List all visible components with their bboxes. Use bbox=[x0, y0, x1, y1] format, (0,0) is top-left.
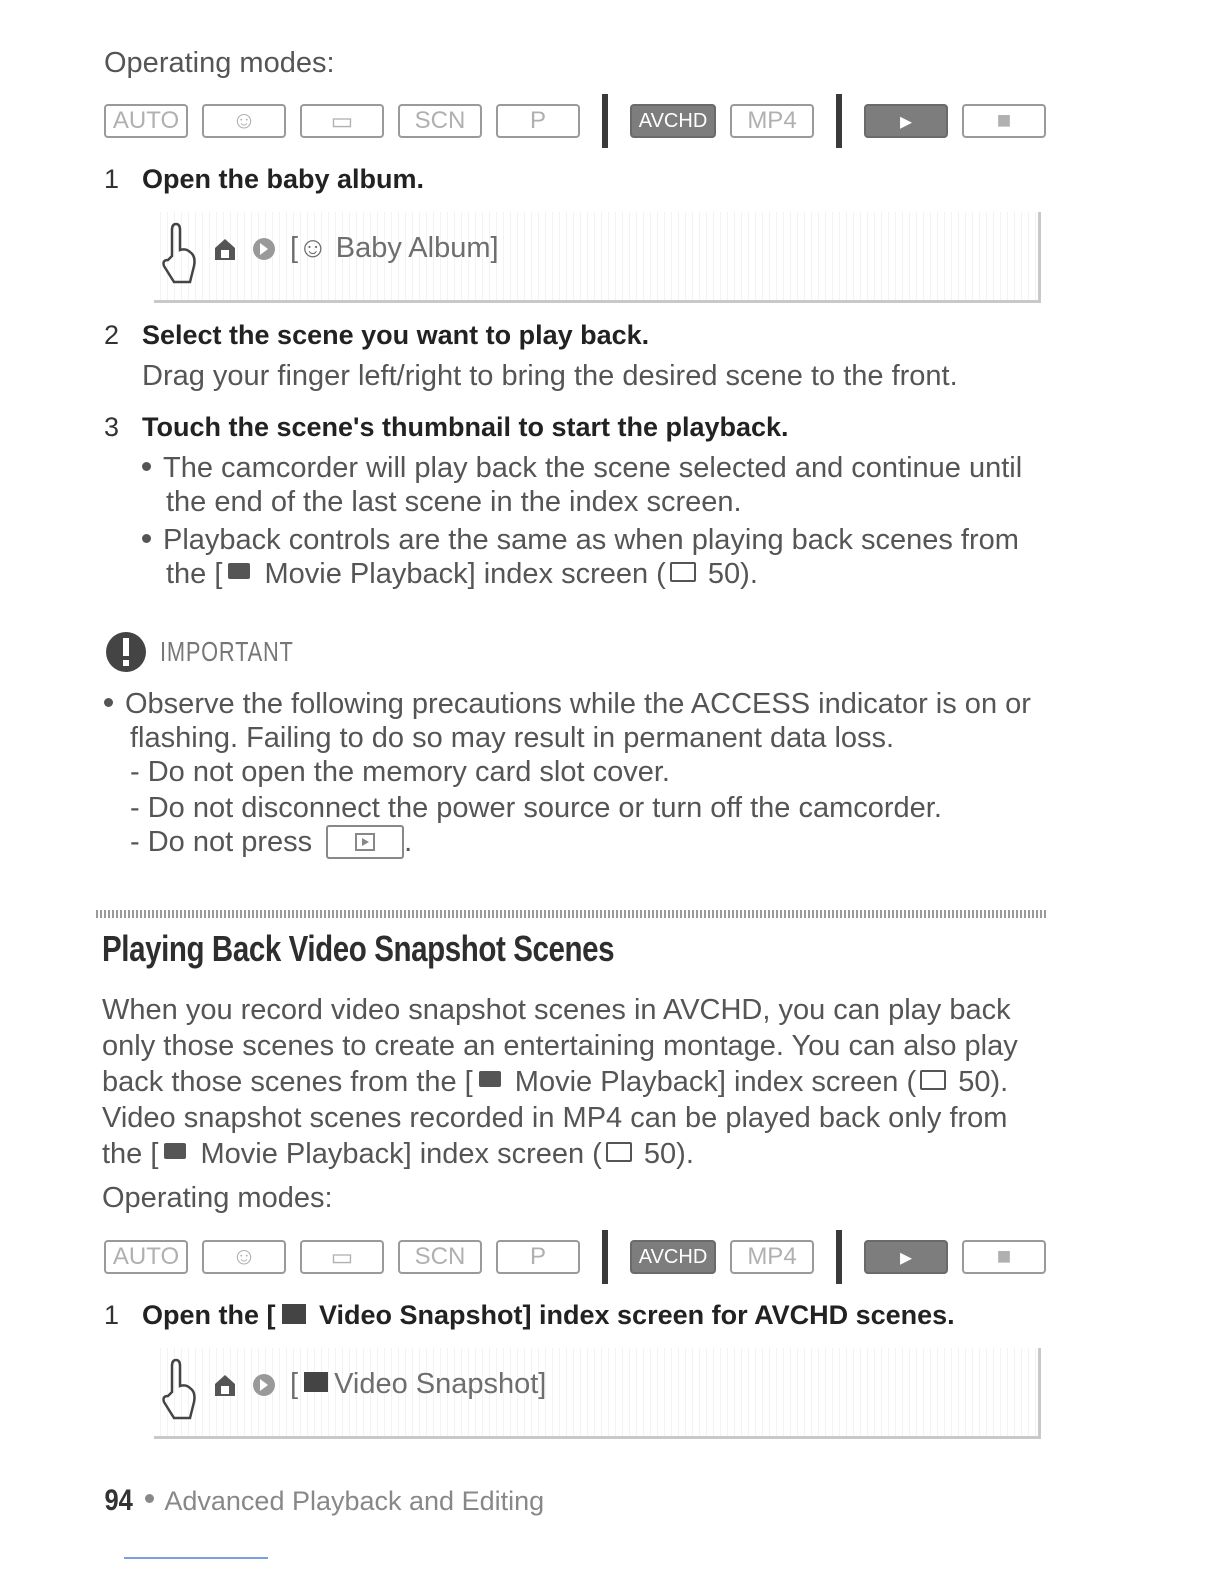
bullet-2-line-2: the [ Movie Playback] index screen ( 50). bbox=[166, 558, 758, 590]
step-1-open-baby-album: 1 Open the baby album. bbox=[104, 164, 425, 194]
bullet-dot bbox=[145, 1494, 154, 1503]
mode-avchd-icon: AVCHD bbox=[630, 1240, 716, 1274]
nav-path-box bbox=[154, 212, 1041, 303]
home-icon bbox=[212, 1372, 238, 1398]
page-ref-icon bbox=[606, 1142, 632, 1162]
section-para-line-1: When you record video snapshot scenes in AVCHD, you can play back bbox=[102, 994, 1011, 1026]
mode-cinema-icon: ▭ bbox=[300, 1240, 384, 1274]
mode-separator bbox=[602, 1230, 608, 1284]
mode-auto-icon: AUTO bbox=[104, 104, 188, 138]
mode-movie-playback-icon: ▸ bbox=[864, 1240, 948, 1274]
bullet-dot bbox=[142, 534, 151, 543]
movie-playback-icon bbox=[164, 1143, 186, 1159]
mode-baby-icon: ☺ bbox=[202, 104, 286, 138]
nav-path-baby-album: [☺ Baby Album] bbox=[290, 232, 499, 264]
bullet-2-line-1: Playback controls are the same as when playing back scenes from bbox=[142, 522, 1019, 558]
section-title: Playing Back Video Snapshot Scenes bbox=[102, 928, 615, 969]
mode-cinema-icon: ▭ bbox=[300, 104, 384, 138]
mode-movie-playback-icon: ▸ bbox=[864, 104, 948, 138]
operating-modes-label-2: Operating modes: bbox=[102, 1182, 333, 1214]
section-para-line-3: back those scenes from the [ Movie Playback] index screen ( 50). bbox=[102, 1066, 1009, 1098]
mode-baby-icon: ☺ bbox=[202, 1240, 286, 1274]
mode-auto-icon: AUTO bbox=[104, 1240, 188, 1274]
mode-photo-playback-icon: ■ bbox=[962, 104, 1046, 138]
mode-p-icon: P bbox=[496, 1240, 580, 1274]
footer-link-underline bbox=[124, 1557, 268, 1559]
mode-separator bbox=[836, 1230, 842, 1284]
important-line-1: Observe the following precautions while the ACCESS indicator is on or bbox=[104, 686, 1031, 722]
step-3-touch-thumbnail: 3 Touch the scene's thumbnail to start the playback. bbox=[104, 412, 789, 442]
important-icon bbox=[104, 630, 148, 674]
nav-path-bracket: [ bbox=[290, 1368, 299, 1400]
step-2-body: Drag your finger left/right to bring the desired scene to the front. bbox=[142, 360, 958, 392]
touch-finger-icon bbox=[160, 1358, 200, 1424]
important-dash-2: - Do not disconnect the power source or turn off the camcorder. bbox=[130, 792, 942, 824]
important-line-2: flashing. Failing to do so may result in permanent data loss. bbox=[130, 722, 895, 754]
bullet-1-line-2: the end of the last scene in the index screen. bbox=[166, 486, 742, 518]
operating-modes-label: Operating modes: bbox=[104, 47, 335, 79]
nav-path-box-2 bbox=[154, 1348, 1041, 1439]
important-label: IMPORTANT bbox=[160, 636, 294, 667]
movie-playback-icon bbox=[479, 1071, 501, 1087]
mode-scn-icon: SCN bbox=[398, 1240, 482, 1274]
arrow-right-icon bbox=[244, 236, 284, 262]
step-2-select-scene: 2 Select the scene you want to play back. bbox=[104, 320, 650, 350]
movie-playback-icon bbox=[228, 563, 250, 579]
footer-title: Advanced Playback and Editing bbox=[164, 1485, 545, 1516]
important-dash-3: - Do not press . bbox=[130, 826, 413, 858]
mode-separator bbox=[836, 94, 842, 148]
page-number: 94 bbox=[104, 1484, 133, 1517]
nav-path-video-snapshot: Video Snapshot] bbox=[334, 1368, 547, 1400]
mode-scn-icon: SCN bbox=[398, 104, 482, 138]
video-snapshot-icon bbox=[282, 1304, 306, 1324]
page-ref-icon bbox=[670, 562, 696, 582]
page-footer bbox=[102, 1484, 544, 1518]
video-snapshot-icon bbox=[304, 1372, 328, 1392]
home-icon bbox=[212, 236, 238, 262]
bullet-dot bbox=[142, 462, 151, 471]
mode-avchd-icon: AVCHD bbox=[630, 104, 716, 138]
bullet-dot bbox=[104, 698, 113, 707]
mode-icons-row-2 bbox=[104, 1236, 1060, 1278]
page-ref-icon bbox=[920, 1070, 946, 1090]
step-1-open-video-snapshot: 1 Open the [ Video Snapshot] index screen for AVCHD scenes. bbox=[104, 1300, 955, 1330]
touch-finger-icon bbox=[160, 222, 200, 288]
section-para-line-4: Video snapshot scenes recorded in MP4 can be played back only from bbox=[102, 1102, 1008, 1134]
mode-mp4-icon: MP4 bbox=[730, 1240, 814, 1274]
section-para-line-2: only those scenes to create an entertaining montage. You can also play bbox=[102, 1030, 1018, 1062]
mode-icons-row bbox=[104, 100, 1060, 142]
important-dash-1: - Do not open the memory card slot cover. bbox=[130, 756, 670, 788]
bullet-1-line-1: The camcorder will play back the scene selected and continue until bbox=[142, 450, 1022, 486]
arrow-right-icon bbox=[244, 1372, 284, 1398]
section-divider bbox=[96, 910, 1046, 918]
play-button-icon bbox=[326, 825, 404, 859]
mode-separator bbox=[602, 94, 608, 148]
mode-mp4-icon: MP4 bbox=[730, 104, 814, 138]
mode-p-icon: P bbox=[496, 104, 580, 138]
mode-photo-playback-icon: ■ bbox=[962, 1240, 1046, 1274]
section-para-line-5: the [ Movie Playback] index screen ( 50). bbox=[102, 1138, 694, 1170]
